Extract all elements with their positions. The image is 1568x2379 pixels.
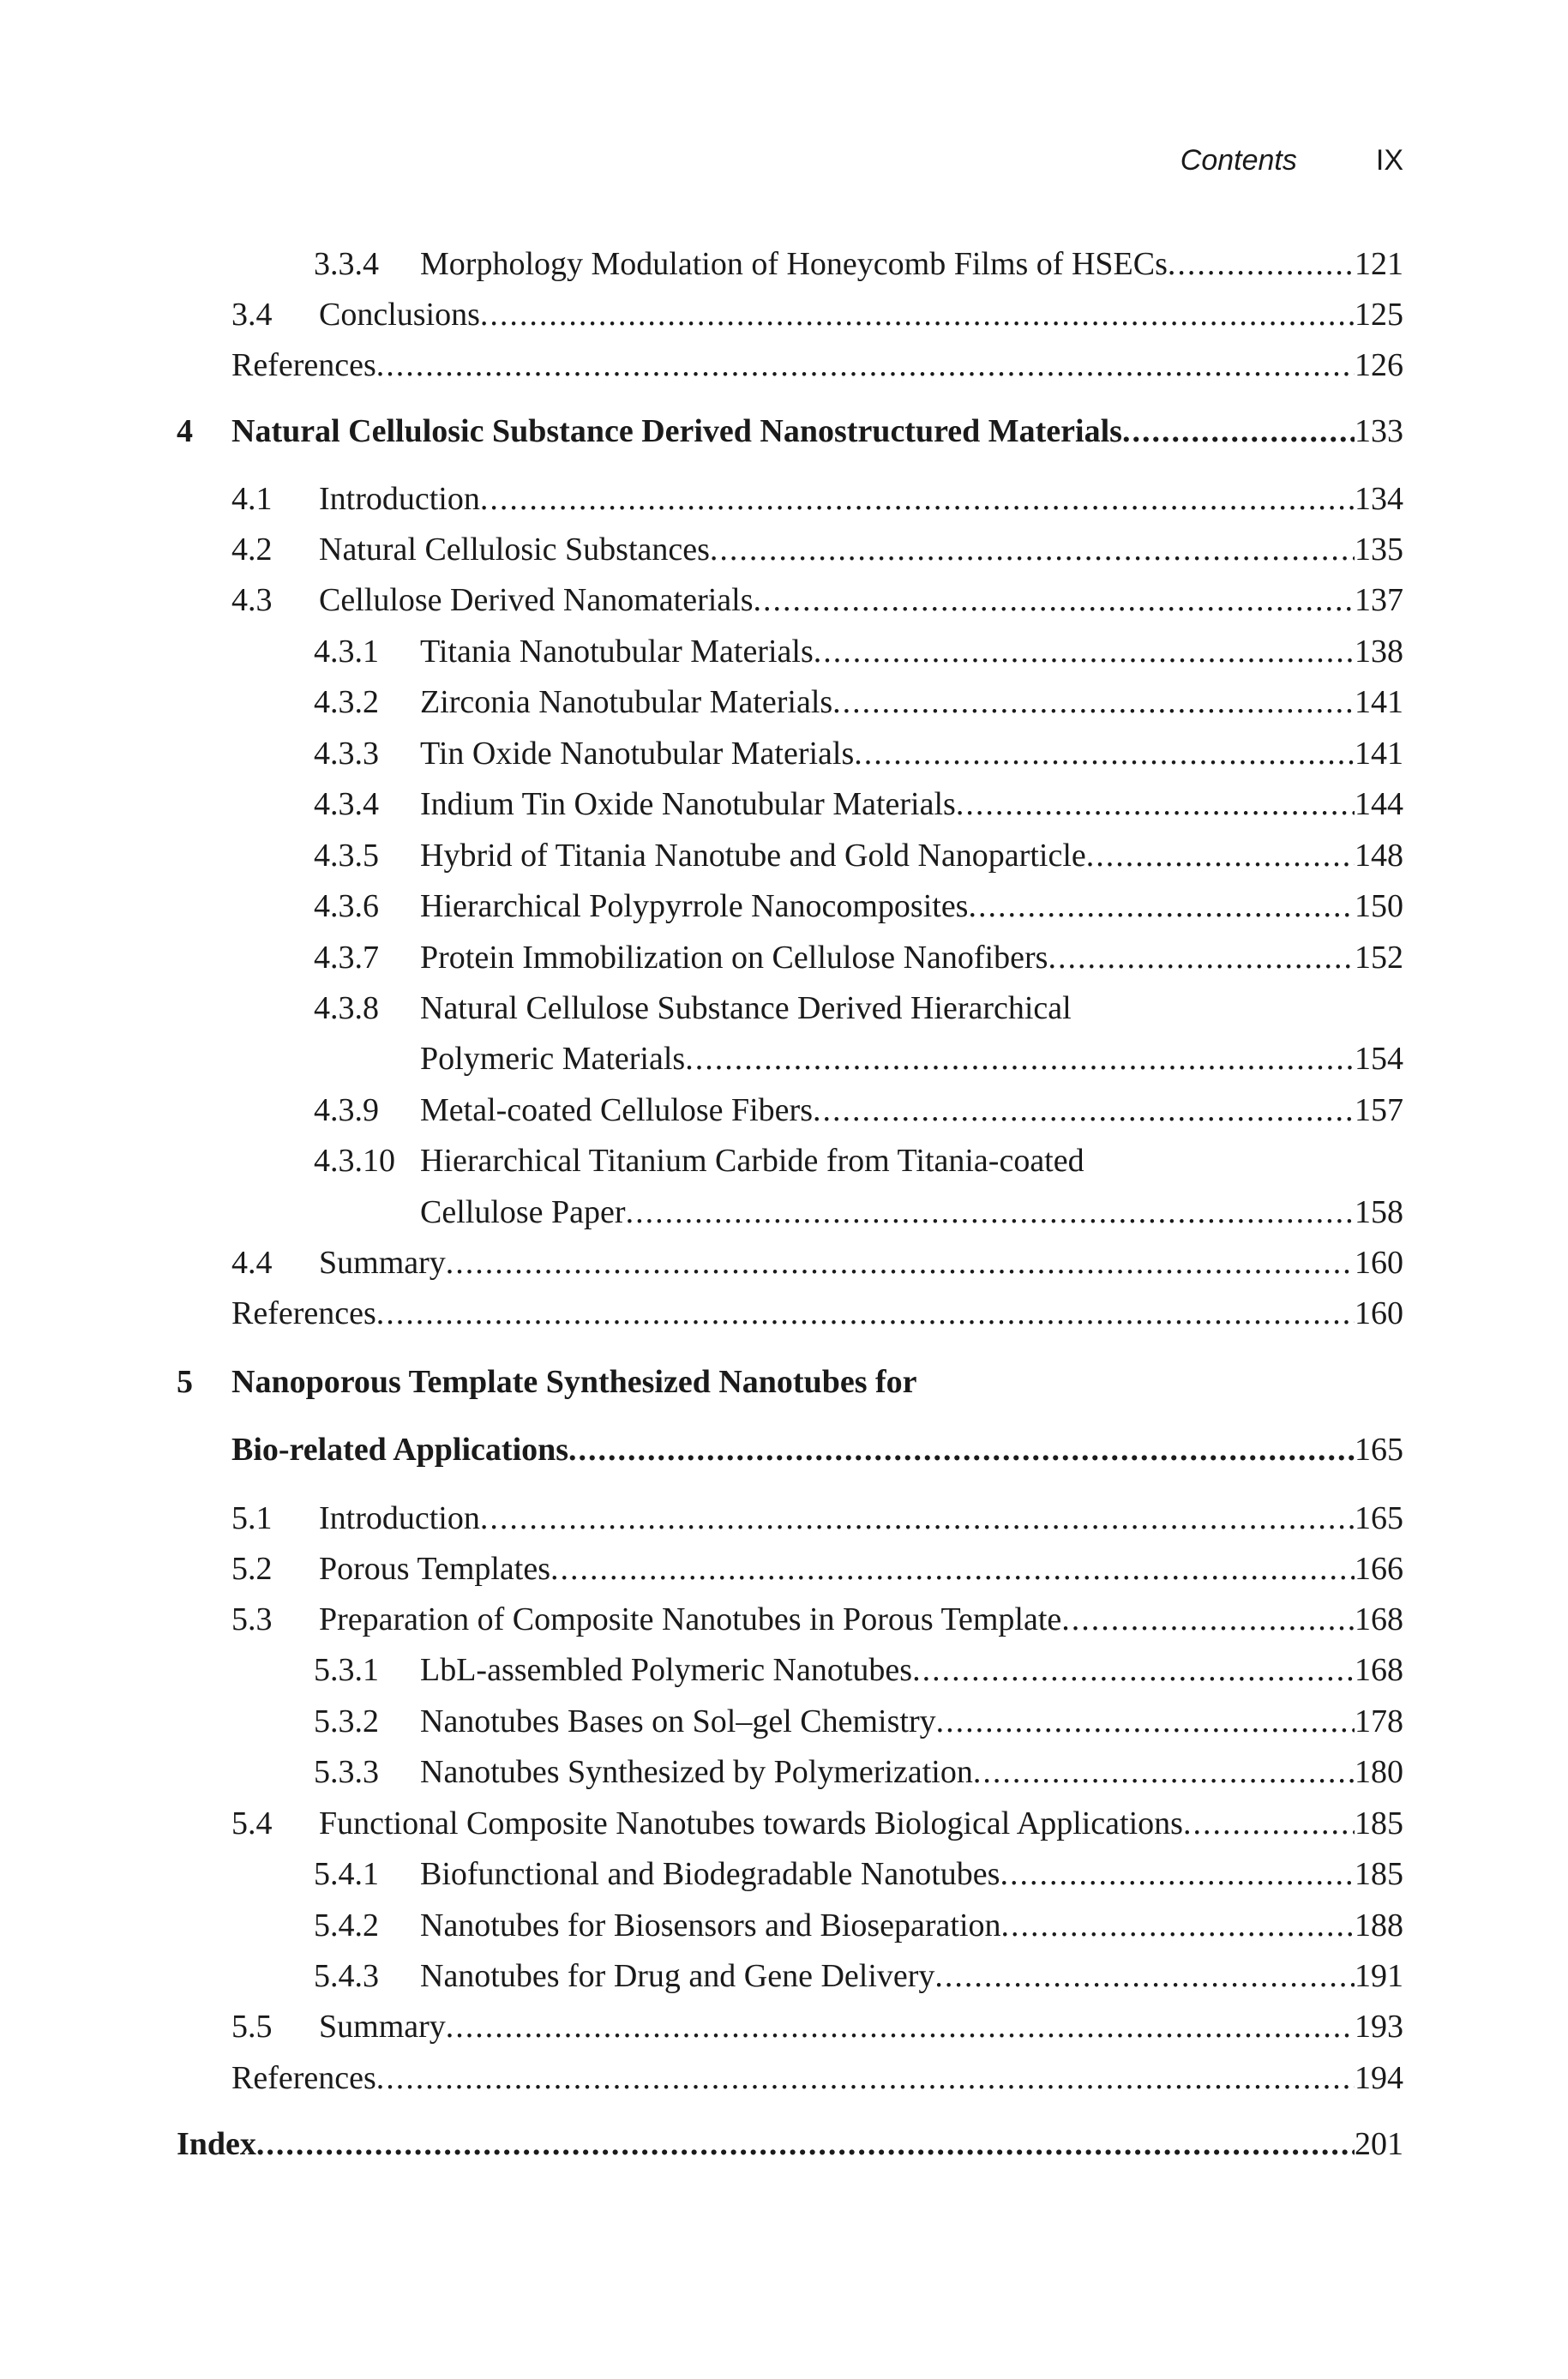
dot-leader: [446, 1241, 1355, 1285]
toc-entry-5-4-2[interactable]: [314, 1903, 1403, 1948]
section-title: Zirconia Nanotubular Materials: [420, 684, 833, 720]
section-number: 5.1: [231, 1500, 273, 1536]
chapter-number: 5: [177, 1364, 193, 1400]
section-title: Porous Templates: [319, 1551, 551, 1587]
section-number: 4.3.10: [314, 1143, 395, 1179]
dot-leader: [973, 1750, 1355, 1794]
page-number: 160: [1355, 1295, 1403, 1331]
section-number: 5.4: [231, 1805, 273, 1841]
section-title: Conclusions: [319, 297, 480, 333]
page-number: 152: [1355, 940, 1403, 976]
dot-leader: [1183, 1801, 1355, 1846]
page-number: 134: [1355, 481, 1403, 517]
dot-leader: [685, 1036, 1355, 1081]
dot-leader: [710, 527, 1355, 572]
toc-entry-5-1[interactable]: [231, 1496, 1403, 1541]
section-title: LbL-assembled Polymeric Nanotubes: [420, 1652, 913, 1688]
section-number: 4.3.1: [314, 634, 379, 670]
toc-entry-4-3-10-line1[interactable]: [314, 1138, 1403, 1183]
dot-leader: [814, 629, 1355, 674]
dot-leader: [446, 2004, 1355, 2049]
dot-leader: [376, 1291, 1355, 1336]
section-number: 4.3.9: [314, 1092, 379, 1128]
toc-chapter-5-line2[interactable]: [231, 1427, 1403, 1472]
toc-chapter-5-line1[interactable]: [177, 1360, 1403, 1404]
page-number: 180: [1355, 1754, 1403, 1790]
page-number: 166: [1355, 1551, 1403, 1587]
page-number: 165: [1355, 1432, 1403, 1468]
section-title-line1: Hierarchical Titanium Carbide from Titania-coated: [420, 1143, 1084, 1179]
page-number: 193: [1355, 2009, 1403, 2045]
page-number: 150: [1355, 888, 1403, 924]
page-number: 194: [1355, 2060, 1403, 2096]
dot-leader: [813, 1088, 1355, 1132]
header-page-number: IX: [1375, 144, 1403, 177]
toc-entry-references-ch4[interactable]: [231, 1291, 1403, 1336]
section-title: Cellulose Derived Nanomaterials: [319, 582, 754, 618]
section-number: 5.5: [231, 2009, 273, 2045]
running-title: Contents: [1180, 144, 1297, 177]
page-number: 125: [1355, 297, 1403, 333]
dot-leader: [1086, 833, 1355, 878]
dot-leader: [1168, 242, 1355, 286]
page-number: 157: [1355, 1092, 1403, 1128]
page-number: 138: [1355, 634, 1403, 670]
dot-leader: [626, 1190, 1355, 1235]
section-number: 4.4: [231, 1245, 273, 1281]
dot-leader: [1122, 409, 1355, 454]
page-number: 141: [1355, 736, 1403, 772]
section-title: Titania Nanotubular Materials: [420, 634, 814, 670]
page-number: 185: [1355, 1805, 1403, 1841]
toc-entry-5-4[interactable]: [231, 1801, 1403, 1846]
section-title: Nanotubes Synthesized by Polymerization: [420, 1754, 973, 1790]
section-number: 5.4.3: [314, 1958, 379, 1994]
toc-entry-3-4[interactable]: [231, 292, 1403, 337]
section-title: Introduction: [319, 481, 480, 517]
section-number: 4.1: [231, 481, 273, 517]
section-number: 5.4.2: [314, 1907, 379, 1943]
section-title: Hierarchical Polypyrrole Nanocomposites: [420, 888, 969, 924]
section-title: References: [231, 2060, 376, 2096]
section-number: 4.3.5: [314, 838, 379, 874]
chapter-title: Natural Cellulosic Substance Derived Nanostructured Materials: [231, 413, 1122, 449]
section-number: 4.3.3: [314, 736, 379, 772]
page-number: 126: [1355, 347, 1403, 383]
page-number: 133: [1355, 413, 1403, 449]
toc-entry-4-3[interactable]: [231, 578, 1403, 622]
page-number: 121: [1355, 246, 1403, 282]
toc-entry-4-3-4[interactable]: [314, 782, 1403, 826]
page-number: 135: [1355, 532, 1403, 568]
toc-entry-4-1[interactable]: [231, 477, 1403, 521]
toc-entry-5-2[interactable]: [231, 1547, 1403, 1591]
section-title: Summary: [319, 2009, 446, 2045]
toc-entry-4-3-7[interactable]: [314, 935, 1403, 980]
section-title: Indium Tin Oxide Nanotubular Materials: [420, 786, 956, 822]
toc-entry-4-3-3[interactable]: [314, 731, 1403, 776]
chapter-title-line1: Nanoporous Template Synthesized Nanotubes for: [231, 1364, 917, 1400]
toc-entry-4-3-8-line2[interactable]: [420, 1036, 1403, 1081]
toc-entry-4-4[interactable]: [231, 1241, 1403, 1285]
dot-leader: [832, 680, 1355, 724]
section-title: Summary: [319, 1245, 446, 1281]
section-title: Preparation of Composite Nanotubes in Porous Template: [319, 1601, 1062, 1637]
dot-leader: [912, 1648, 1355, 1692]
page-number: 165: [1355, 1500, 1403, 1536]
toc-entry-4-3-8-line1[interactable]: [314, 986, 1403, 1030]
dot-leader: [256, 2122, 1355, 2166]
dot-leader: [968, 884, 1355, 928]
section-title-line2: Cellulose Paper: [420, 1194, 626, 1230]
section-title: Biofunctional and Biodegradable Nanotubes: [420, 1856, 1000, 1892]
dot-leader: [480, 292, 1355, 337]
section-number: 4.3.2: [314, 684, 379, 720]
dot-leader: [754, 578, 1355, 622]
section-number: 3.3.4: [314, 246, 379, 282]
toc-entry-5-3-1[interactable]: [314, 1648, 1403, 1692]
section-title: Hybrid of Titania Nanotube and Gold Nanoparticle: [420, 838, 1086, 874]
section-title: Functional Composite Nanotubes towards Biological Applications: [319, 1805, 1183, 1841]
section-number: 5.3.2: [314, 1703, 379, 1739]
toc-chapter-4[interactable]: [177, 409, 1403, 454]
page-number: 201: [1355, 2126, 1403, 2162]
page-number: 160: [1355, 1245, 1403, 1281]
dot-leader: [956, 782, 1355, 826]
section-number: 4.2: [231, 532, 273, 568]
section-number: 4.3.4: [314, 786, 379, 822]
section-number: 4.3.8: [314, 990, 379, 1026]
section-number: 5.2: [231, 1551, 273, 1587]
chapter-title-line2: Bio-related Applications: [231, 1432, 569, 1468]
toc-entry-4-3-6[interactable]: [314, 884, 1403, 928]
chapter-number: 4: [177, 413, 193, 449]
index-title: Index: [177, 2126, 256, 2162]
toc-entry-4-3-2[interactable]: [314, 680, 1403, 724]
page-number: 168: [1355, 1601, 1403, 1637]
toc-entry-5-3-3[interactable]: [314, 1750, 1403, 1794]
dot-leader: [1001, 1903, 1355, 1948]
section-title: Nanotubes for Biosensors and Bioseparation: [420, 1907, 1001, 1943]
section-number: 4.3.6: [314, 888, 379, 924]
page-number: 191: [1355, 1958, 1403, 1994]
page-number: 144: [1355, 786, 1403, 822]
dot-leader: [480, 1496, 1355, 1541]
section-title: Morphology Modulation of Honeycomb Films of HSECs: [420, 246, 1168, 282]
page-number: 188: [1355, 1907, 1403, 1943]
page-number: 154: [1355, 1041, 1403, 1077]
section-number: 5.4.1: [314, 1856, 379, 1892]
page-number: 158: [1355, 1194, 1403, 1230]
toc-entry-index[interactable]: [177, 2122, 1403, 2166]
dot-leader: [550, 1547, 1355, 1591]
page-number: 148: [1355, 838, 1403, 874]
section-number: 5.3.1: [314, 1652, 379, 1688]
dot-leader: [936, 1699, 1355, 1744]
toc-entry-4-3-10-line2[interactable]: [420, 1190, 1403, 1235]
dot-leader: [480, 477, 1355, 521]
toc-entry-4-3-9[interactable]: [314, 1088, 1403, 1132]
dot-leader: [934, 1954, 1355, 1998]
section-number: 4.3: [231, 582, 273, 618]
toc-entry-4-3-1[interactable]: [314, 629, 1403, 674]
dot-leader: [1061, 1597, 1355, 1642]
dot-leader: [568, 1427, 1355, 1472]
page-number: 137: [1355, 582, 1403, 618]
toc-entry-5-4-3[interactable]: [314, 1954, 1403, 1998]
dot-leader: [376, 2056, 1355, 2100]
toc-entry-5-4-1[interactable]: [314, 1852, 1403, 1896]
section-title-line1: Natural Cellulose Substance Derived Hierarchical: [420, 990, 1072, 1026]
page-number: 178: [1355, 1703, 1403, 1739]
toc-entry-5-3-2[interactable]: [314, 1699, 1403, 1744]
page-number: 168: [1355, 1652, 1403, 1688]
toc-entry-4-3-5[interactable]: [314, 833, 1403, 878]
section-title: Metal-coated Cellulose Fibers: [420, 1092, 813, 1128]
page-number: 185: [1355, 1856, 1403, 1892]
toc-entry-5-5[interactable]: [231, 2004, 1403, 2049]
section-title: Nanotubes for Drug and Gene Delivery: [420, 1958, 935, 1994]
toc-entry-references-ch5[interactable]: [231, 2056, 1403, 2100]
dot-leader: [376, 343, 1355, 387]
page-number: 141: [1355, 684, 1403, 720]
section-title: Natural Cellulosic Substances: [319, 532, 710, 568]
toc-entry-references-ch3[interactable]: [231, 343, 1403, 387]
toc-entry-4-2[interactable]: [231, 527, 1403, 572]
section-title: Nanotubes Bases on Sol–gel Chemistry: [420, 1703, 936, 1739]
dot-leader: [854, 731, 1355, 776]
dot-leader: [1000, 1852, 1355, 1896]
section-number: 4.3.7: [314, 940, 379, 976]
section-title: References: [231, 1295, 376, 1331]
section-title: References: [231, 347, 376, 383]
section-number: 5.3: [231, 1601, 273, 1637]
toc-entry-3-3-4[interactable]: [314, 242, 1403, 286]
section-title-line2: Polymeric Materials: [420, 1041, 686, 1077]
section-title: Protein Immobilization on Cellulose Nanofibers: [420, 940, 1048, 976]
section-title: Tin Oxide Nanotubular Materials: [420, 736, 855, 772]
section-number: 3.4: [231, 297, 273, 333]
section-number: 5.3.3: [314, 1754, 379, 1790]
section-title: Introduction: [319, 1500, 480, 1536]
toc-entry-5-3[interactable]: [231, 1597, 1403, 1642]
dot-leader: [1048, 935, 1355, 980]
